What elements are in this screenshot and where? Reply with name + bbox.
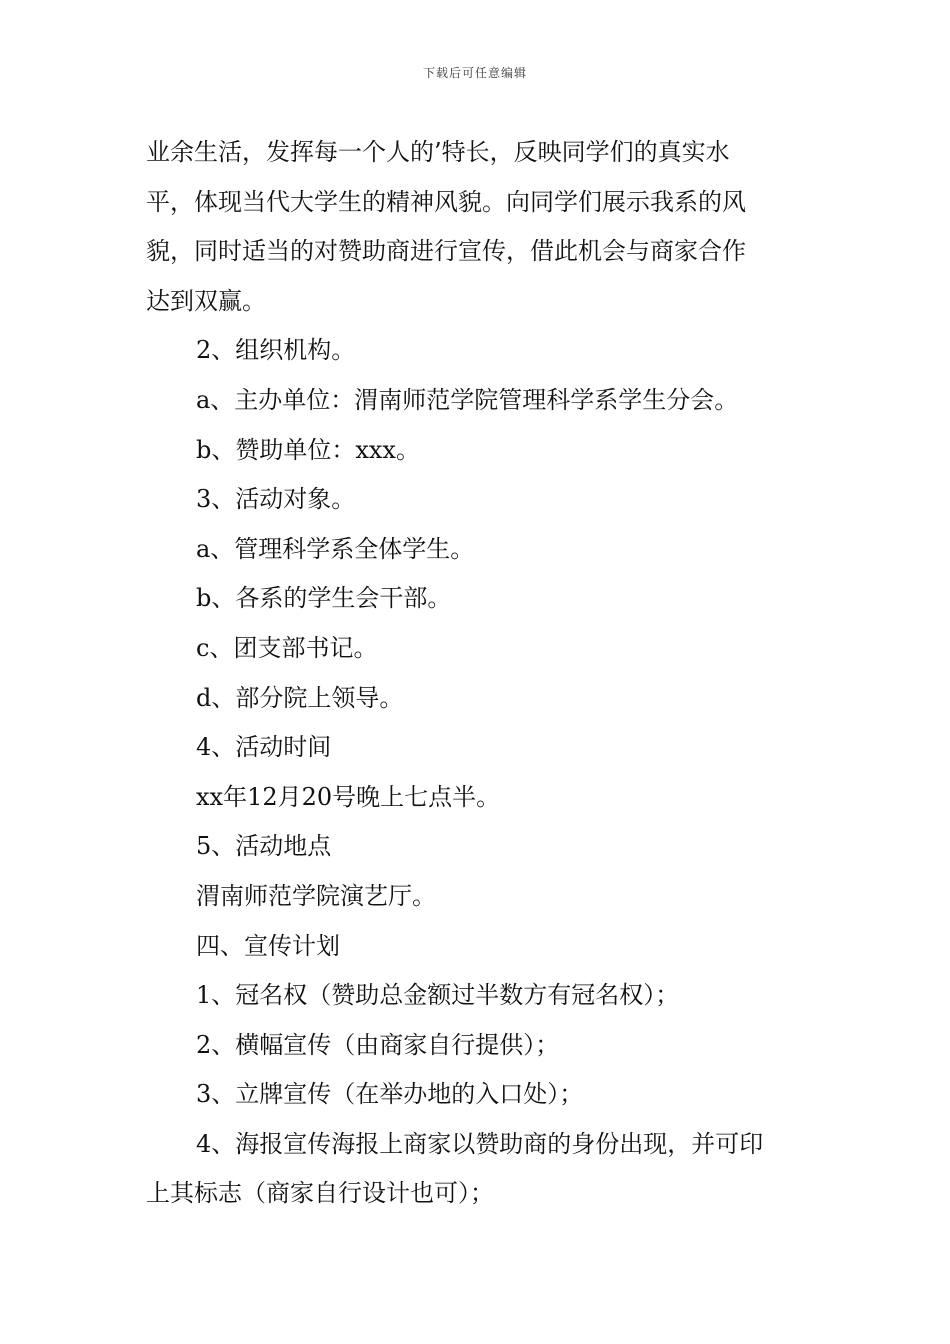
paragraph-line: 貌，同时适当的对赞助商进行宣传，借此机会与商家合作 bbox=[146, 237, 746, 266]
section-heading-audience: 3、活动对象。 bbox=[196, 485, 356, 514]
list-item-audience: d、部分院上领导。 bbox=[196, 683, 404, 712]
paragraph-line: 达到双赢。 bbox=[146, 286, 266, 315]
list-item-publicity: 4、海报宣传海报上商家以赞助商的身份出现，并可印 bbox=[196, 1129, 764, 1158]
list-item-sponsor: b、赞助单位：xxx。 bbox=[196, 435, 420, 464]
list-item-audience: c、团支部书记。 bbox=[196, 633, 378, 662]
list-item-host: a、主办单位：渭南师范学院管理科学系学生分会。 bbox=[196, 385, 739, 414]
section-heading-location: 5、活动地点 bbox=[196, 832, 332, 861]
paragraph-line: 平，体现当代大学生的精神风貌。向同学们展示我系的风 bbox=[146, 187, 746, 216]
page-header-note: 下载后可任意编辑 bbox=[422, 66, 527, 80]
paragraph-line: 业余生活，发挥每一个人的’特长，反映同学们的真实水 bbox=[146, 138, 730, 166]
section-heading-publicity: 四、宣传计划 bbox=[196, 931, 340, 960]
list-item-publicity: 3、立牌宣传（在举办地的入口处）； bbox=[196, 1080, 584, 1109]
section-heading-time: 4、活动时间 bbox=[196, 733, 332, 762]
section-heading-organization: 2、组织机构。 bbox=[196, 336, 356, 365]
event-location-text: 渭南师范学院演艺厅。 bbox=[196, 881, 436, 910]
document-body bbox=[146, 128, 810, 1219]
list-item-audience: a、管理科学系全体学生。 bbox=[196, 534, 475, 563]
event-time-text: xx年12月20号晚上七点半。 bbox=[196, 782, 501, 811]
list-item-publicity: 2、横幅宣传（由商家自行提供）； bbox=[196, 1030, 560, 1059]
list-item-publicity: 1、冠名权（赞助总金额过半数方有冠名权）； bbox=[196, 981, 680, 1010]
paragraph-line: 上其标志（商家自行设计也可）； bbox=[146, 1179, 494, 1208]
list-item-audience: b、各系的学生会干部。 bbox=[196, 584, 452, 613]
